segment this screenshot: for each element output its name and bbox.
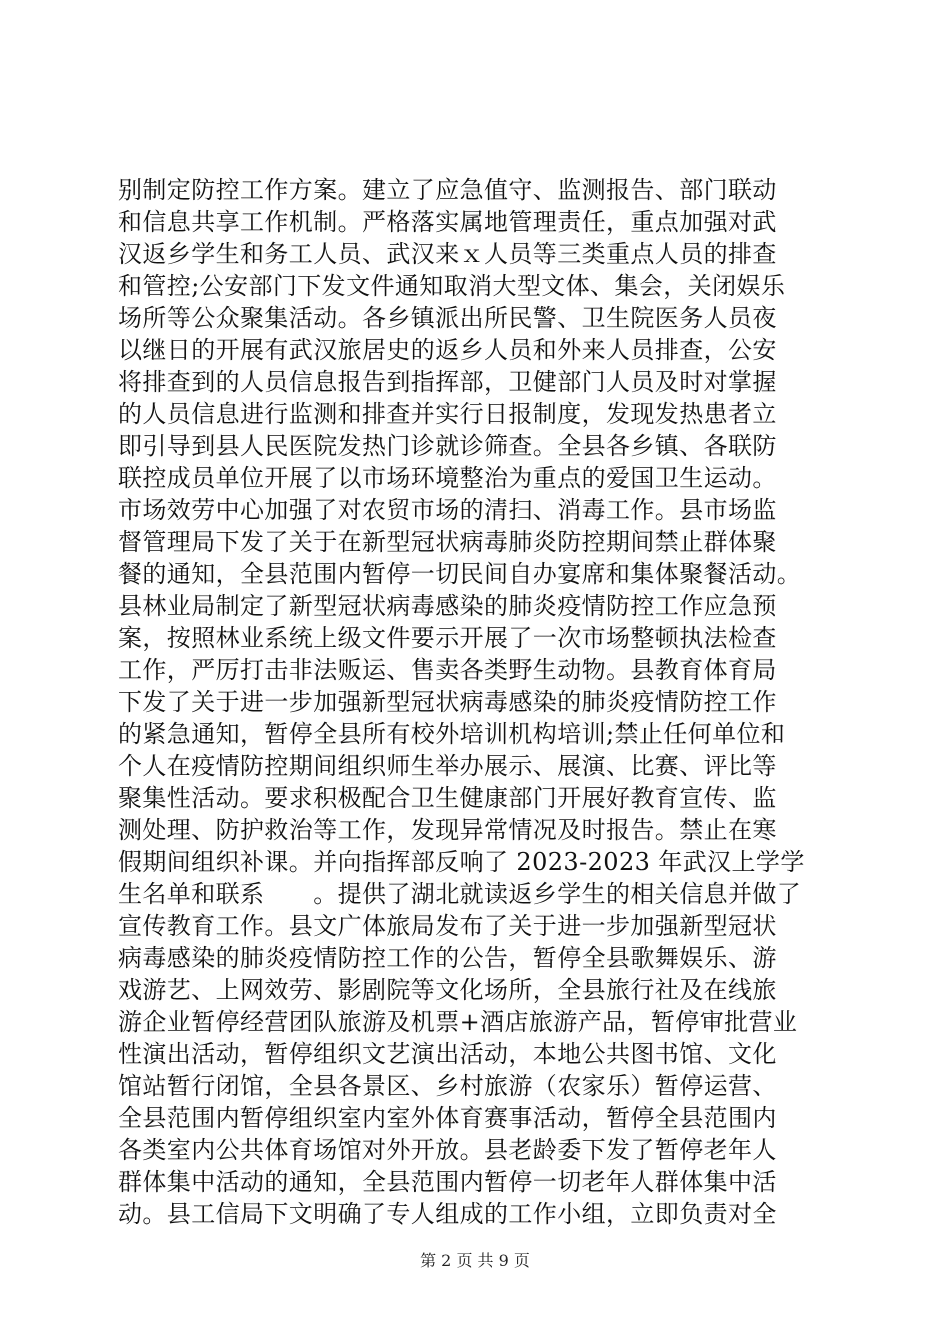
text-line: 下发了关于进一步加强新型冠状病毒感染的肺炎疫情防控工作 bbox=[118, 688, 777, 716]
page-number: 第 2 页 共 9 页 bbox=[420, 1251, 530, 1270]
text-line: 各类室内公共体育场馆对外开放。县老龄委下发了暂停老年人 bbox=[118, 1136, 777, 1164]
text-line: 汉返乡学生和务工人员、武汉来ｘ人员等三类重点人员的排查 bbox=[118, 240, 777, 268]
text-line: 性演出活动，暂停组织文艺演出活动，本地公共图书馆、文化 bbox=[118, 1040, 777, 1068]
text-line: 县林业局制定了新型冠状病毒感染的肺炎疫情防控工作应急预 bbox=[118, 592, 777, 620]
text-line: 和信息共享工作机制。严格落实属地管理责任，重点加强对武 bbox=[118, 208, 777, 236]
text-line: 和管控;公安部门下发文件通知取消大型文体、集会，关闭娱乐 bbox=[118, 272, 786, 300]
text-line: 即引导到县人民医院发热门诊就诊筛查。全县各乡镇、各联防 bbox=[118, 432, 777, 460]
text-line: 群体集中活动的通知，全县范围内暂停一切老年人群体集中活 bbox=[118, 1168, 777, 1196]
text-line: 游企业暂停经营团队旅游及机票+酒店旅游产品，暂停审批营业 bbox=[118, 1008, 798, 1036]
text-line: 聚集性活动。要求积极配合卫生健康部门开展好教育宣传、监 bbox=[118, 784, 777, 812]
page-footer bbox=[0, 1250, 950, 1272]
text-line: 戏游艺、上网效劳、影剧院等文化场所，全县旅行社及在线旅 bbox=[118, 976, 777, 1004]
text-line: 测处理、防护救治等工作，发现异常情况及时报告。禁止在寒 bbox=[118, 816, 777, 844]
text-line: 督管理局下发了关于在新型冠状病毒肺炎防控期间禁止群体聚 bbox=[118, 528, 777, 556]
text-line: 案，按照林业系统上级文件要示开展了一次市场整顿执法检查 bbox=[118, 624, 777, 652]
text-line: 别制定防控工作方案。建立了应急值守、监测报告、部门联动 bbox=[118, 176, 777, 204]
text-line: 的人员信息进行监测和排查并实行日报制度，发现发热患者立 bbox=[118, 400, 777, 428]
body-text bbox=[118, 174, 838, 1230]
text-line: 餐的通知，全县范围内暂停一切民间自办宴席和集体聚餐活动。 bbox=[118, 560, 802, 588]
text-line: 联控成员单位开展了以市场环境整治为重点的爱国卫生运动。 bbox=[118, 464, 777, 492]
text-line: 将排查到的人员信息报告到指挥部，卫健部门人员及时对掌握 bbox=[118, 368, 777, 396]
text-line: 以继日的开展有武汉旅居史的返乡人员和外来人员排查，公安 bbox=[118, 336, 777, 364]
text-line: 工作，严厉打击非法贩运、售卖各类野生动物。县教育体育局 bbox=[118, 656, 777, 684]
text-line: 全县范围内暂停组织室内室外体育赛事活动，暂停全县范围内 bbox=[118, 1104, 777, 1132]
text-line: 市场效劳中心加强了对农贸市场的清扫、消毒工作。县市场监 bbox=[118, 496, 777, 524]
text-line: 场所等公众聚集活动。各乡镇派出所民警、卫生院医务人员夜 bbox=[118, 304, 777, 332]
text-line: 病毒感染的肺炎疫情防控工作的公告，暂停全县歌舞娱乐、游 bbox=[118, 944, 777, 972]
text-line: 假期间组织补课。并向指挥部反响了 2023-2023 年武汉上学学 bbox=[118, 848, 805, 876]
text-line: 生名单和联系 。提供了湖北就读返乡学生的相关信息并做了 bbox=[118, 880, 802, 908]
text-line: 宣传教育工作。县文广体旅局发布了关于进一步加强新型冠状 bbox=[118, 912, 777, 940]
text-line: 动。县工信局下文明确了专人组成的工作小组，立即负责对全 bbox=[118, 1200, 777, 1228]
text-line: 馆站暂行闭馆，全县各景区、乡村旅游（农家乐）暂停运营、 bbox=[118, 1072, 777, 1100]
text-line: 个人在疫情防控期间组织师生举办展示、展演、比赛、评比等 bbox=[118, 752, 777, 780]
text-line: 的紧急通知，暂停全县所有校外培训机构培训;禁止任何单位和 bbox=[118, 720, 786, 748]
